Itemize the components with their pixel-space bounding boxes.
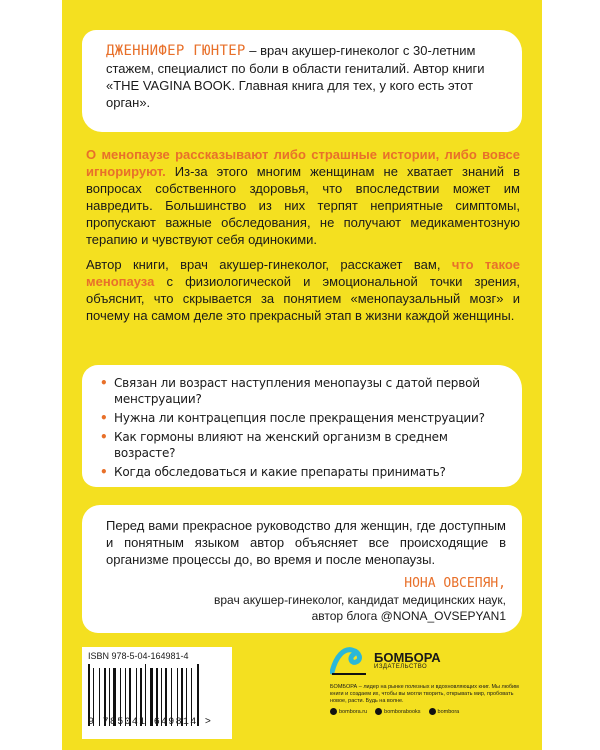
publisher-link-vk[interactable]: bomborabooks [375,708,420,715]
back-cover [62,0,542,750]
intro-lead: О менопаузе рассказывают либо страшные истории, либо вовсе игнорируют. [86,147,520,179]
question-item [100,375,508,407]
vk-icon [375,708,382,715]
question-item [100,429,508,461]
isbn-label: ISBN 978-5-04-164981-4 [88,651,189,661]
publisher-description: БОМБОРА – лидер на рынке полезных и вдохновляющих книг. Мы любим книги и создаем их, чтобы вы могли творить, открывать мир, пробовать новое, расти. Будь на волне. [330,684,519,704]
question-item [100,410,508,426]
bombora-wave-icon [330,642,370,678]
publisher-name: БОМБОРА [374,649,441,665]
summary-before: Автор книги, врач акушер-гинеколог, расскажет вам, [86,257,452,272]
author-name: ДЖЕННИФЕР ГЮНТЕР [106,43,246,59]
review-signature [106,576,506,624]
publisher-link-site[interactable]: bombora.ru [330,708,367,715]
publisher-sub: ИЗДАТЕЛЬСТВО [374,663,428,670]
globe-icon [330,708,337,715]
telegram-icon [429,708,436,715]
publisher-links [330,708,530,715]
question-item [100,464,508,480]
reviewer-title: врач акушер-гинеколог, кандидат медицинских наук, [213,593,506,607]
publisher-link-social[interactable]: bombora [429,708,460,715]
question-text: Как гормоны влияют на женский организм в среднем возрасте? [114,430,448,460]
bullet-icon: • [100,465,108,479]
summary-paragraph [86,256,520,324]
publisher-block [330,640,530,740]
publisher-logo [330,640,530,680]
author-card [82,30,522,132]
summary-highlight: что такое менопауза [86,257,520,289]
reviewer-name: НОНА ОВСЕПЯН, [404,576,506,591]
question-text: Связан ли возраст наступления менопаузы с датой первой менструации? [114,376,480,406]
author-bio: – врач акушер-гинеколог с 30-летним стажем, специалист по боли в области гениталий. Автор книги «THE VAGINA BOOK. Главная книга для тех, у кого есть этот орган». [106,43,485,110]
intro-text: Из-за этого многим женщинам не хватает знаний в вопросах собственного здоровья, что впоследствии может им навредить. Большинство из них терпят неприятные симптомы, пропускают важные обследования, не получают медикаментозную терапию и чувствуют себя одинокими. [86,164,520,247]
question-text: Нужна ли контрацепция после прекращения менструации? [114,411,485,425]
barcode-box [82,647,232,739]
questions-card [82,365,522,487]
ean-number: 9 785041 649814 > [88,716,226,728]
intro-paragraph [86,146,520,248]
summary-after: с физиологической и эмоциональной точки зрения, объяснит, что скрывается за понятием «менопаузальный мозг» и почему на самом деле это прекрасный этап в жизни каждой женщины. [86,274,520,323]
bullet-icon: • [100,411,108,425]
bullet-icon: • [100,376,108,390]
reviewer-blog: автор блога @NONA_OVSEPYAN1 [311,609,506,623]
bullet-icon: • [100,430,108,444]
question-text: Когда обследоваться и какие препараты принимать? [114,465,446,479]
review-text: Перед вами прекрасное руководство для женщин, где доступным и понятным языком автор объясняет все происходящие в организме процессы до, во время и после менопаузы. [106,518,506,567]
review-card [82,505,522,633]
